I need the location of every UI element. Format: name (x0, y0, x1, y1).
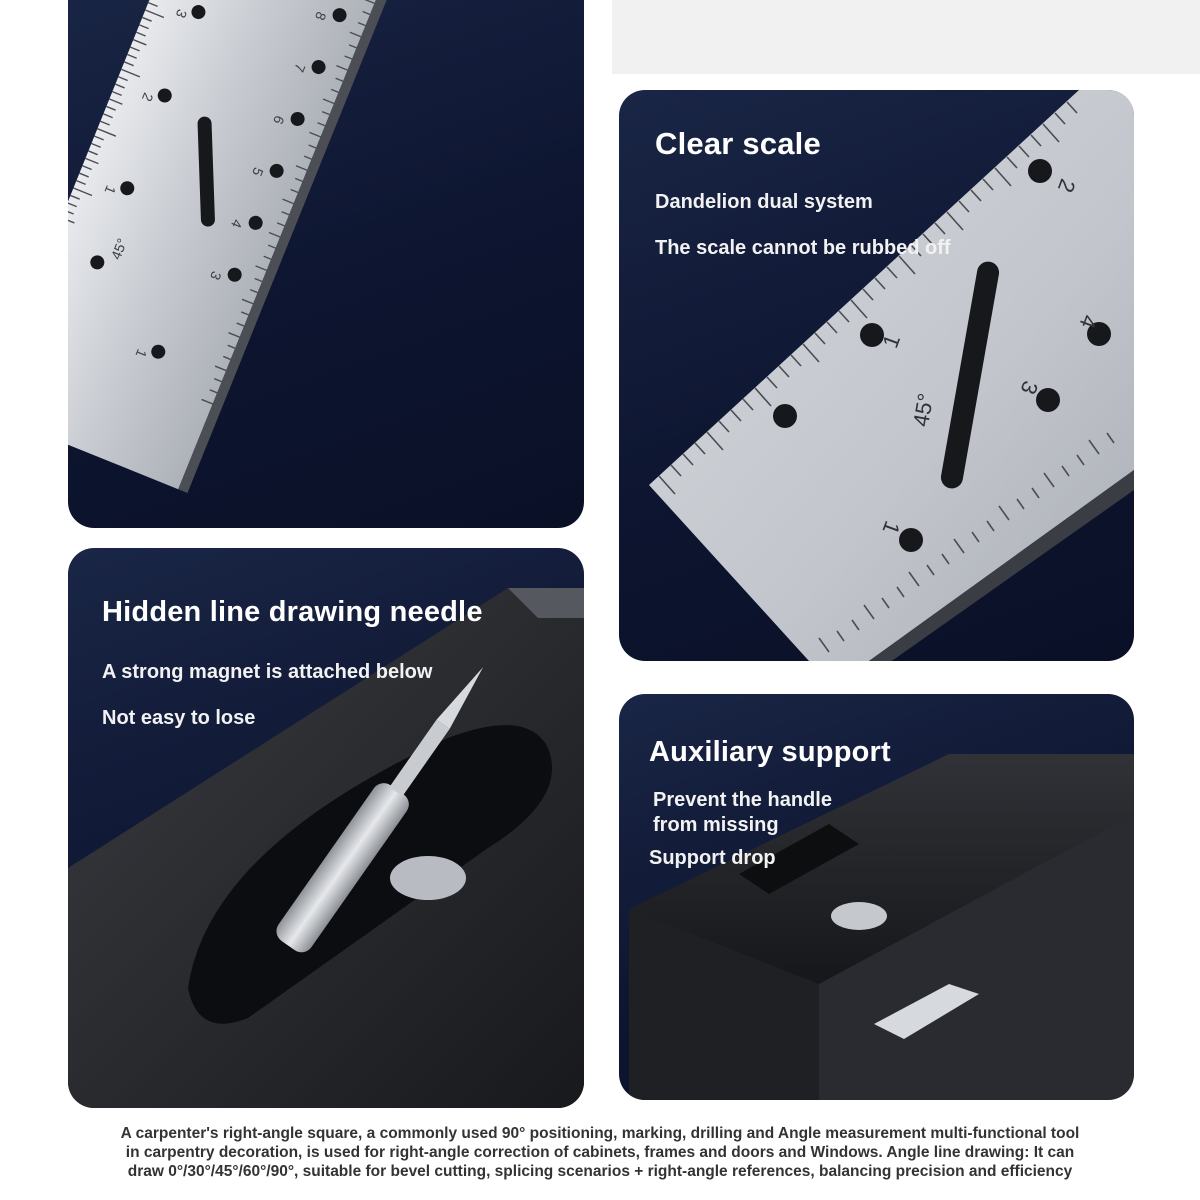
scale-number: 3 (1015, 377, 1044, 398)
clear-scale-heading: Clear scale (655, 126, 821, 161)
clear-scale-line-2: The scale cannot be rubbed off (655, 237, 951, 259)
needle-heading: Hidden line drawing needle (102, 596, 483, 628)
angle-label: 45° (107, 236, 131, 262)
support-heading: Auxiliary support (649, 736, 891, 768)
top-strip (612, 0, 1200, 74)
scale-number: 1 (877, 517, 906, 538)
needle-line-1: A strong magnet is attached below (102, 661, 433, 683)
panel-clear-scale (619, 90, 1134, 661)
clear-scale-line-1: Dandelion dual system (655, 191, 873, 213)
ruler-number: 1 (132, 346, 151, 361)
ruler-number: 1 (101, 183, 120, 197)
description-line-1: A carpenter's right-angle square, a commonly used 90° positioning, marking, drilling and Angle measurement multi-functional tool (120, 1125, 1080, 1142)
scale-illustration (619, 90, 1134, 661)
ruler-number: 2 (138, 90, 157, 104)
ruler-number: 5 (249, 165, 267, 179)
panel-auxiliary-support (619, 694, 1134, 1100)
ruler-number: 6 (270, 113, 288, 127)
ruler-number: 3 (172, 7, 191, 21)
needle-illustration (68, 548, 584, 1108)
support-line-3: Support drop (649, 847, 776, 869)
ruler-number: 7 (290, 61, 309, 75)
ruler-number: 4 (228, 217, 246, 231)
panel-ruler-closeup (68, 0, 584, 528)
scale-number: 2 (1052, 175, 1081, 196)
ruler-number: 3 (207, 269, 225, 283)
panel-hidden-needle (68, 548, 584, 1108)
scale-number: 1 (877, 331, 906, 352)
scale-number: 4 (1074, 311, 1103, 332)
support-line-1: Prevent the handle (653, 789, 832, 811)
description-line-2: in carpentry decoration, is used for right-angle correction of cabinets, frames and doors and Windows. Angle line drawing: It can (125, 1144, 1075, 1161)
description-line-3: draw 0°/30°/45°/60°/90°, suitable for bevel cutting, splicing scenarios + right-angle references, balancing precision and efficiency (127, 1163, 1073, 1180)
needle-line-2: Not easy to lose (102, 707, 256, 729)
ruler-number: 8 (311, 9, 330, 23)
support-line-2: from missing (653, 814, 779, 836)
product-description (40, 1124, 1160, 1181)
angle-label: 45° (908, 391, 939, 429)
ruler-illustration (68, 0, 584, 528)
